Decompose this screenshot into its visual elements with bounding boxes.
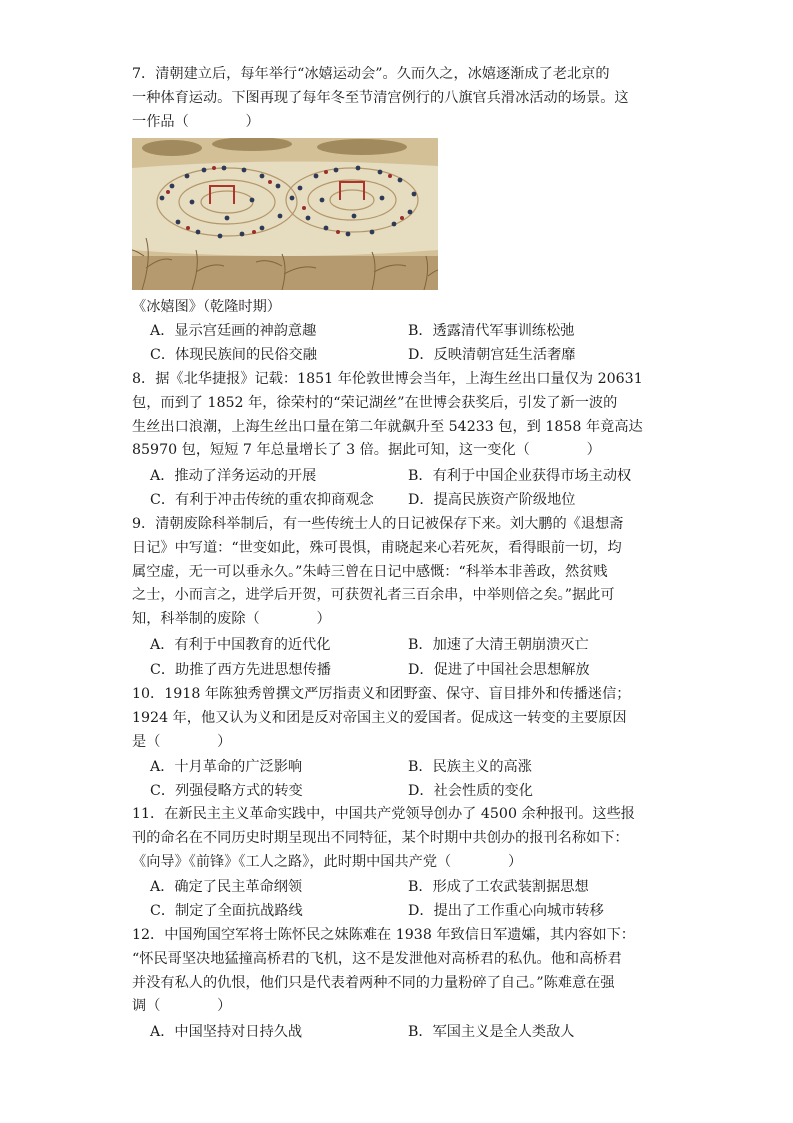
painting-caption: 《冰嬉图》（乾隆时期） [132, 299, 281, 315]
question-10-options-row [150, 755, 670, 779]
question-7-options-row [150, 319, 670, 343]
question-7-line: 一种体育运动。下图再现了每年冬至节清宫例行的八旗官兵滑冰活动的场景。这 [132, 89, 629, 106]
question-8-options-row [150, 488, 670, 512]
question-12-line: 并没有私人的仇恨，他们只是代表着两种不同的力量粉碎了自己。”陈难意在强 [132, 974, 615, 991]
question-7-line: 7．清朝建立后，每年举行“冰嬉运动会”。久而久之，冰嬉逐渐成了老北京的 [132, 66, 610, 82]
option-a[interactable]: A．显示宫廷画的神韵意趣 [150, 323, 317, 339]
option-a[interactable]: A．中国坚持对日持久战 [150, 1024, 303, 1040]
option-a[interactable]: A．十月革命的广泛影响 [150, 759, 303, 775]
option-b[interactable]: B．有利于中国企业获得市场主动权 [408, 468, 632, 484]
ice-play-painting [132, 138, 438, 290]
option-b[interactable]: B．军国主义是全人类敌人 [408, 1024, 575, 1040]
question-8-line: 生丝出口浪潮，上海生丝出口量在第二年就飙升至 54233 包，到 1858 年竟高达 [132, 418, 643, 435]
option-a[interactable]: A．有利于中国教育的近代化 [150, 637, 331, 653]
option-c[interactable]: C．制定了全面抗战路线 [150, 903, 303, 919]
option-b[interactable]: B．民族主义的高涨 [408, 759, 532, 775]
question-9-line: 之士，小而言之，进学后开贺，可获贺礼者三百余串，中举则倍之矣。”据此可 [132, 587, 615, 604]
option-b[interactable]: B．加速了大清王朝崩溃灭亡 [408, 637, 589, 653]
question-10-options-row [150, 779, 670, 803]
question-10-line: 1924 年，他又认为义和团是反对帝国主义的爱国者。促成这一转变的主要原因 [132, 709, 627, 726]
option-b[interactable]: B．透露清代军事训练松弛 [408, 323, 575, 339]
question-11-line: 11．在新民主主义革命实践中，中国共产党领导创办了 4500 余种报刊。这些报 [132, 806, 635, 822]
question-12-options-row [150, 1020, 670, 1044]
option-a[interactable]: A．推动了洋务运动的开展 [150, 468, 317, 484]
question-10-line: 是（ ） [132, 733, 232, 750]
option-d[interactable]: D．提出了工作重心向城市转移 [408, 903, 604, 919]
option-d[interactable]: D．促进了中国社会思想解放 [408, 662, 590, 678]
question-8-line: 包，而到了 1852 年，徐荣村的“荣记湖丝”在世博会获奖后，引发了新一波的 [132, 394, 618, 411]
question-10-stem [132, 683, 672, 754]
question-7-options-row [150, 343, 670, 367]
question-9-line: 9．清朝废除科举制后，有一些传统士人的日记被保存下来。刘大鹏的《退想斋 [132, 516, 624, 532]
question-9-stem [132, 513, 672, 632]
option-b[interactable]: B．形成了工农武装割据思想 [408, 879, 589, 895]
question-8-line: 85970 包，短短 7 年总量增长了 3 倍。据此可知，这一变化（ ） [132, 442, 601, 459]
option-c[interactable]: C．体现民族间的民俗交融 [150, 347, 317, 363]
question-11-options-row [150, 875, 670, 899]
question-12-stem [132, 924, 672, 1019]
question-9-options-row [150, 633, 670, 657]
question-11-options-row [150, 899, 670, 923]
option-c[interactable]: C．列强侵略方式的转变 [150, 783, 303, 799]
option-c[interactable]: C．有利于冲击传统的重农抑商观念 [150, 492, 374, 508]
question-9-options-row [150, 658, 670, 682]
question-9-line: 日记》中写道：“世变如此，殊可畏惧，甫晓起来心若死灰，看得眼前一切，均 [132, 539, 622, 556]
question-8-line: 8．据《北华捷报》记载：1851 年伦敦世博会当年，上海生丝出口量仅为 20631 [132, 371, 643, 387]
question-11-line: 《向导》《前锋》《工人之路》，此时期中国共产党（ ） [132, 853, 523, 870]
option-d[interactable]: D．社会性质的变化 [408, 783, 533, 799]
question-9-line: 属空虚，无一可以垂永久。”朱峙三曾在日记中感慨：“科举本非善政，然贫贱 [132, 563, 608, 580]
question-7-stem [132, 63, 672, 134]
question-8-options-row [150, 464, 670, 488]
question-12-line: 12．中国殉国空军将士陈怀民之妹陈难在 1938 年致信日军遗孀，其内容如下： [132, 927, 635, 943]
option-a[interactable]: A．确定了民主革命纲领 [150, 879, 303, 895]
question-9-line: 知，科举制的废除（ ） [132, 611, 331, 628]
question-11-stem [132, 803, 672, 874]
question-12-line: “怀民哥坚决地猛撞高桥君的飞机，这不是发泄他对高桥君的私仇。他和高桥君 [132, 950, 622, 967]
option-d[interactable]: D．反映清朝宫廷生活奢靡 [408, 347, 576, 363]
question-7-line: 一作品（ ） [132, 113, 260, 130]
ice-play-painting-illustration [132, 138, 438, 290]
option-d[interactable]: D．提高民族资产阶级地位 [408, 492, 576, 508]
question-8-stem [132, 368, 672, 463]
question-12-line: 调（ ） [132, 998, 232, 1015]
question-10-line: 10．1918 年陈独秀曾撰文严厉指责义和团野蛮、保守、盲目排外和传播迷信； [132, 686, 631, 702]
question-11-line: 刊的命名在不同历史时期呈现出不同特征，某个时期中共创办的报刊名称如下： [132, 829, 629, 846]
option-c[interactable]: C．助推了西方先进思想传播 [150, 662, 332, 678]
